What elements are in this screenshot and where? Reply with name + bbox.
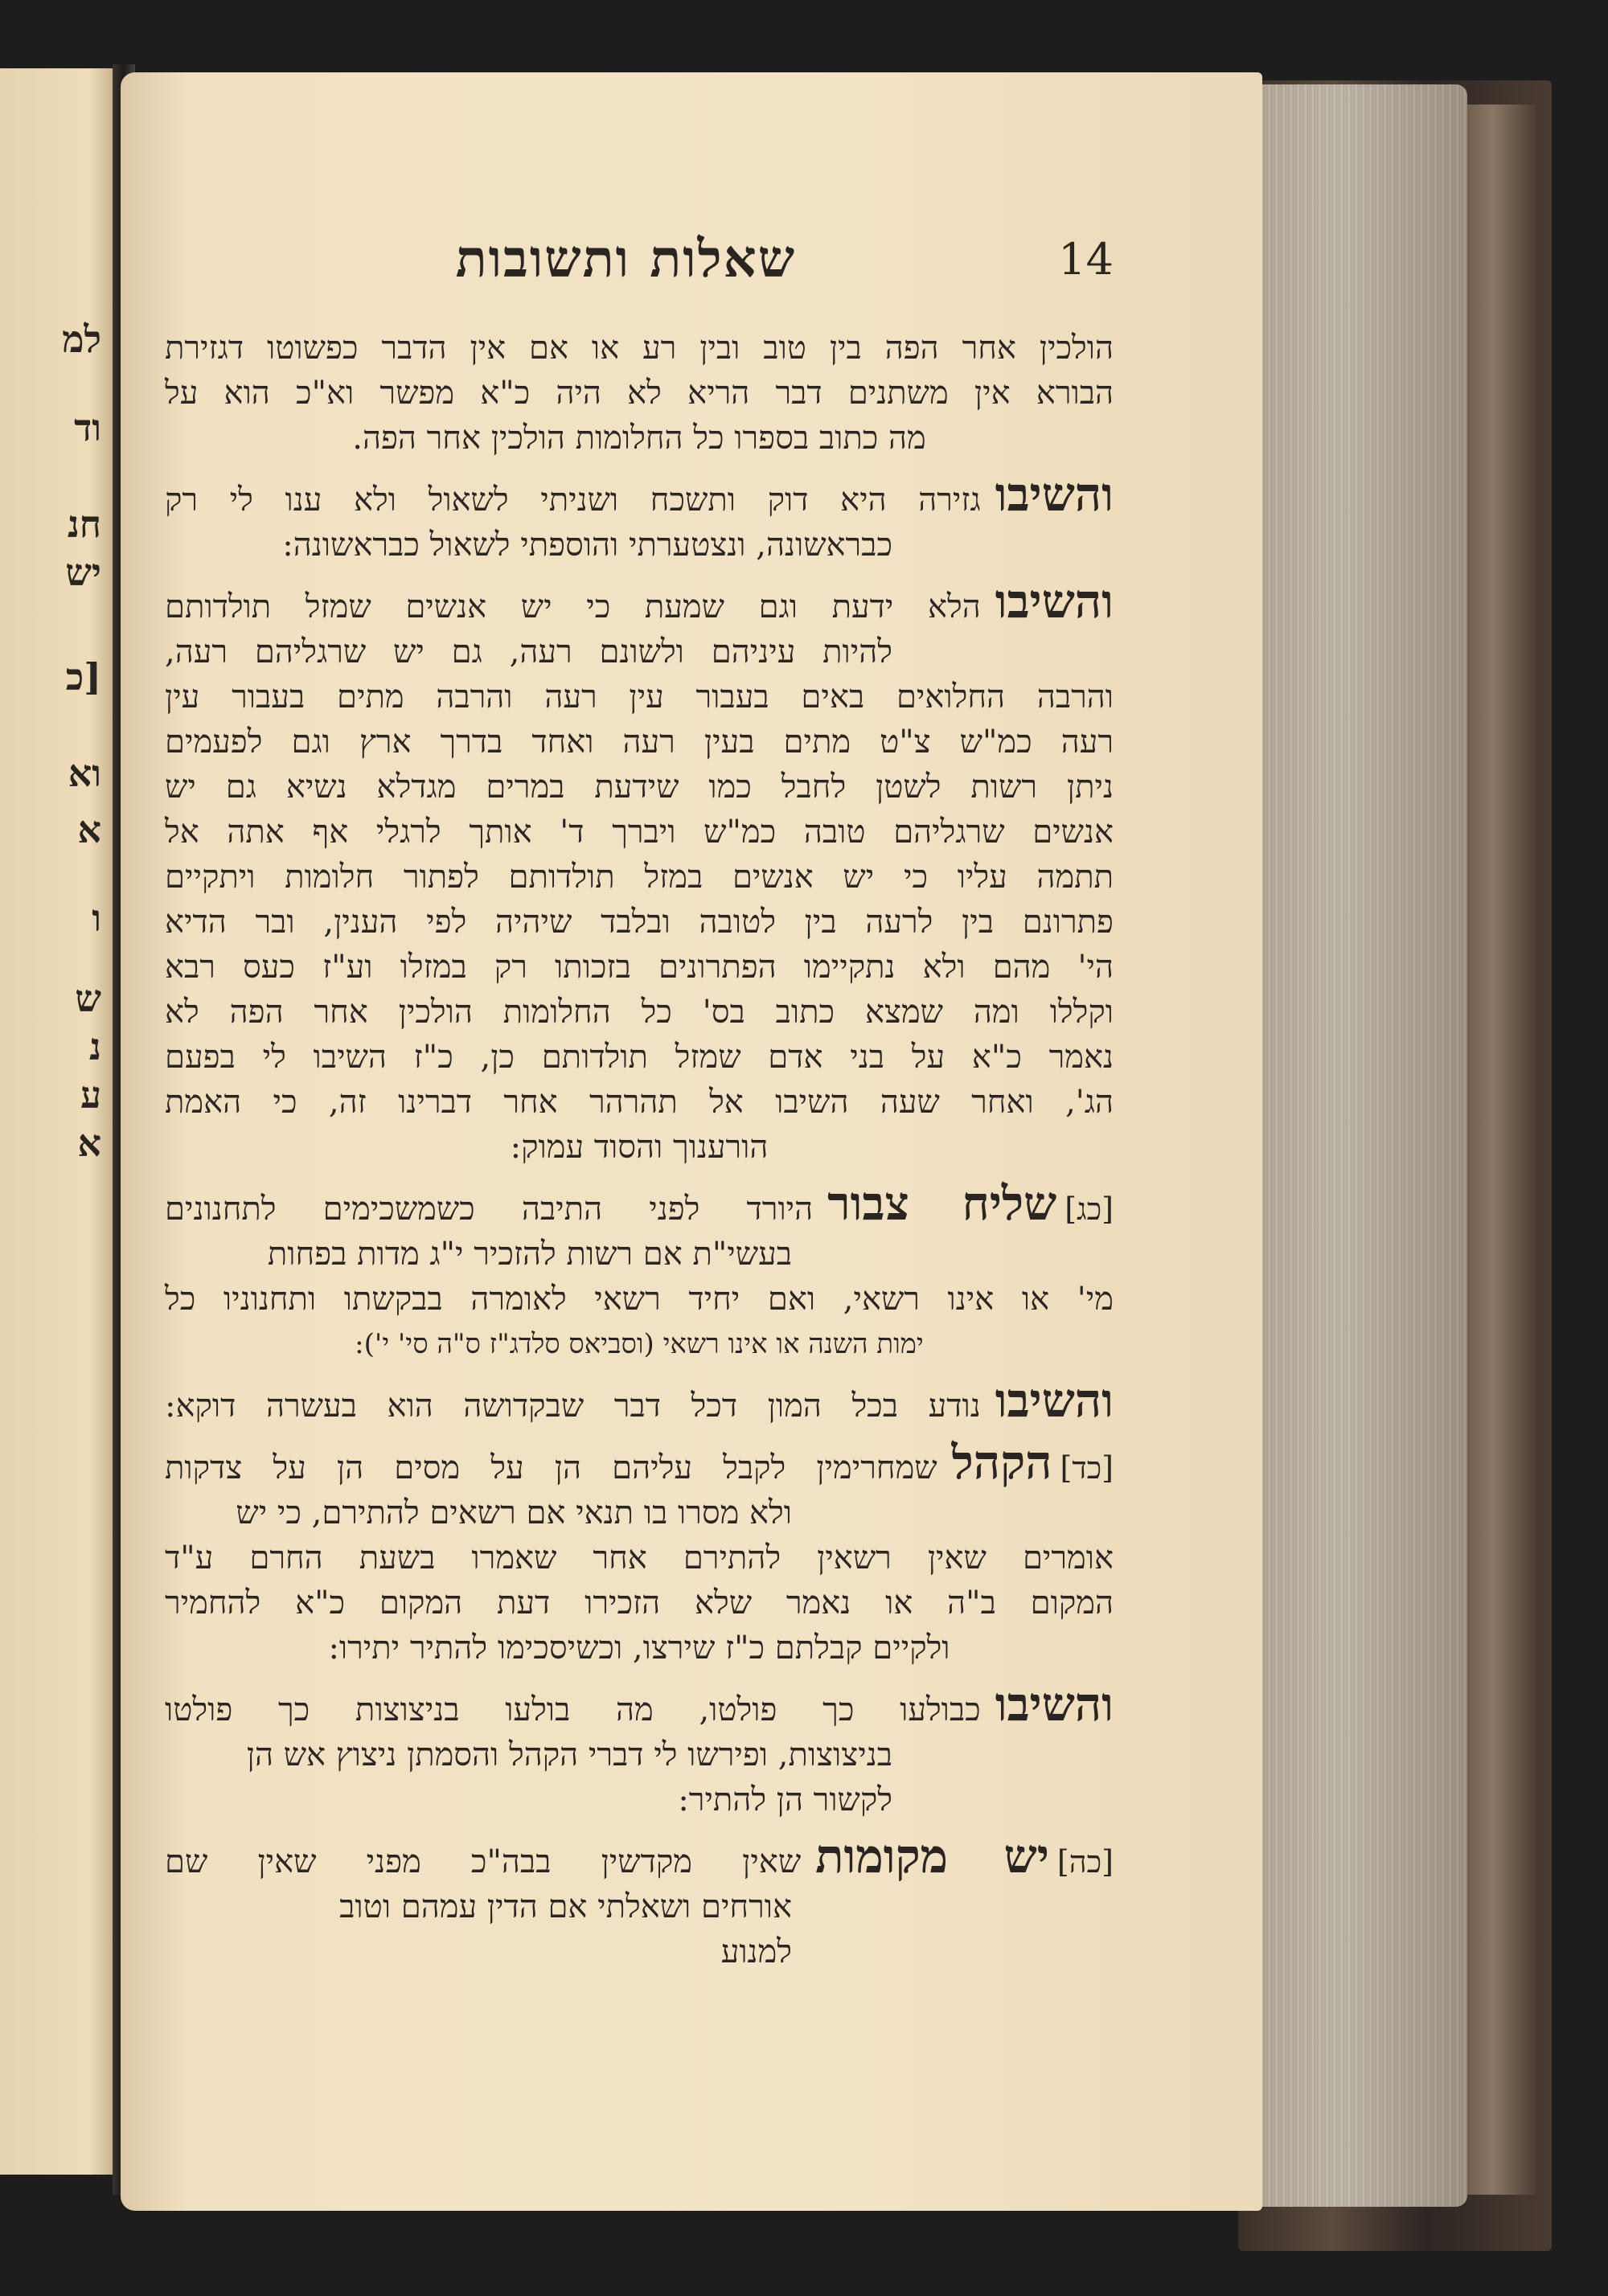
text-line: המקום ב"ה או נאמר שלא הזכירו דעת המקום כ"א להחמיר (165, 1585, 1114, 1622)
question-number: [כד] (1060, 1450, 1114, 1486)
left-page-text: נ (89, 1025, 101, 1068)
text-line: אנשים שרגליהם טובה כמ"ש ויברך ד' אותך לרגלי אף אתה אל (165, 814, 1114, 851)
text-line: אורחים ושאלתי אם הדין עמהם וטוב (339, 1888, 792, 1925)
answer-lead: והשיבו (995, 1373, 1114, 1428)
question-number: [כג] (1064, 1191, 1114, 1227)
left-page-text: א (77, 808, 101, 851)
answer-line: והשיבוהלא ידעת וגם שמעת כי יש אנשים שמזל תולדותם (165, 574, 1114, 629)
text-line: הורענוך והסוד עמוק: (510, 1129, 769, 1166)
book-spine (1463, 105, 1536, 2195)
left-page-text: למ (62, 318, 101, 361)
page-header (165, 229, 1114, 301)
text-line: תתמה עליו כי יש אנשים במזל תולדותם לפתור חלומות ויתקיים (165, 859, 1114, 896)
page-text-block (165, 229, 1114, 1974)
text-line: וקללו ומה שמצא כתוב בס' כל החלומות הולכין אחר הפה לא (165, 994, 1114, 1031)
left-page-text: חנ (67, 502, 101, 546)
left-page-text: וא (68, 752, 101, 795)
left-page-text: א (77, 1121, 101, 1165)
answer-lead: והשיבו (995, 574, 1114, 629)
text-line: מה כתוב בספרו כל החלומות הולכין אחר הפה. (352, 420, 926, 457)
answer-line: והשיבוגזירה היא דוק ותשכח ושניתי לשאול ולא ענו לי רק (165, 467, 1114, 522)
text-line: להיות עיניהם ולשונם רעה, גם יש שרגליהם רעה, (165, 633, 892, 670)
question-lead: שליח צבור (827, 1176, 1057, 1231)
text-line: בניצוצות, ופירשו לי דברי הקהל והסמתן ניצוץ אש הן (246, 1736, 892, 1773)
text-line: מי' או אינו רשאי, ואם יחיד רשאי לאומרה בבקשתו ותחנוניו כל (165, 1281, 1114, 1318)
answer-line: והשיבונודע בכל המון דכל דבר שבקדושה הוא בעשרה דוקא: (165, 1373, 1114, 1428)
text-line: ניתן רשות לשטן לחבל כמו שידעת במרים מגדלא נשיא גם יש (165, 769, 1114, 806)
text-line: הבורא אין משתנים דבר הריא לא היה כ"א מפשר וא"כ הוא על (165, 375, 1114, 412)
text-line: לקשור הן להתיר: (678, 1781, 892, 1818)
text-line: כבראשונה, ונצטערתי והוספתי לשאול כבראשונה: (282, 527, 892, 564)
question-line: [כג]שליח צבורהיורד לפני התיבה כשמשכימים לתחנונים (165, 1176, 1114, 1231)
answer-line: והשיבוכבולעו כך פולטו, מה בולעו בניצוצות כך פולטו (165, 1677, 1114, 1732)
text-line: ימות השנה או אינו רשאי (וסביאס סלדג"ז ס"ה סי' י'): (355, 1328, 924, 1360)
left-page-text: וד (74, 406, 101, 449)
question-number: [כה] (1056, 1844, 1114, 1880)
left-page-text: ש (75, 977, 101, 1020)
text-line: נאמר כ"א על בני אדם שמזל תולדותם כן, כ"ז השיבו לי בפעם (165, 1039, 1114, 1076)
text-line: אומרים שאין רשאין להתירם אחר שאמרו בשעת החרם ע"ד (165, 1540, 1114, 1576)
page-number: 14 (1058, 234, 1114, 285)
answer-lead: והשיבו (995, 1677, 1114, 1732)
text-line: ולקיים קבלתם כ"ז שירצו, וכשיסכימו להתיר יתירו: (328, 1630, 950, 1667)
text-line: ולא מסרו בו תנאי אם רשאים להתירם, כי יש (236, 1494, 792, 1531)
text-line: פתרונם בין לרעה בין לטובה ובלבד שיהיה לפי הענין, ובר הדיא (165, 904, 1114, 941)
text-line: רעה כמ"ש צ"ט מתים בעין רעה ואחד בדרך ארץ וגם לפעמים (165, 724, 1114, 761)
left-page-fragment (0, 68, 113, 2175)
left-page-text: ו (92, 896, 101, 940)
page-edges-shade (1250, 84, 1467, 2207)
text-line: והרבה החלואים באים בעבור עין רעה והרבה מתים בעבור עין (165, 679, 1114, 715)
left-page-text: יש (65, 551, 101, 594)
text-line: למנוע (720, 1933, 792, 1970)
question-line: [כה]יש מקומותשאין מקדשין בבה"כ מפני שאין שם (165, 1829, 1114, 1884)
text-line: הי' מהם ולא נתקיימו הפתרונים בזכותו רק במזלו וע"ז כעס רבא (165, 949, 1114, 986)
question-lead: יש מקומות (815, 1829, 1049, 1884)
question-line: [כד]הקהלשמחרימין לקבל עליהם הן על מסים הן על צדקות (165, 1435, 1114, 1490)
running-title: שאלות ותשובות (455, 229, 796, 289)
left-page-text: ע (80, 1073, 101, 1117)
answer-lead: והשיבו (995, 467, 1114, 522)
question-lead: הקהל (951, 1435, 1052, 1490)
text-line: הג', ואחר שעה השיבו אל תהרהר אחר דברינו זה, כי האמת (165, 1084, 1114, 1121)
text-line: הולכין אחר הפה בין טוב ובין רע או אם אין הדבר כפשוטו דגזירת (165, 330, 1114, 367)
text-line: בעשי"ת אם רשות להזכיר י"ג מדות בפחות (267, 1236, 792, 1273)
left-page-text: [כ (65, 655, 101, 699)
